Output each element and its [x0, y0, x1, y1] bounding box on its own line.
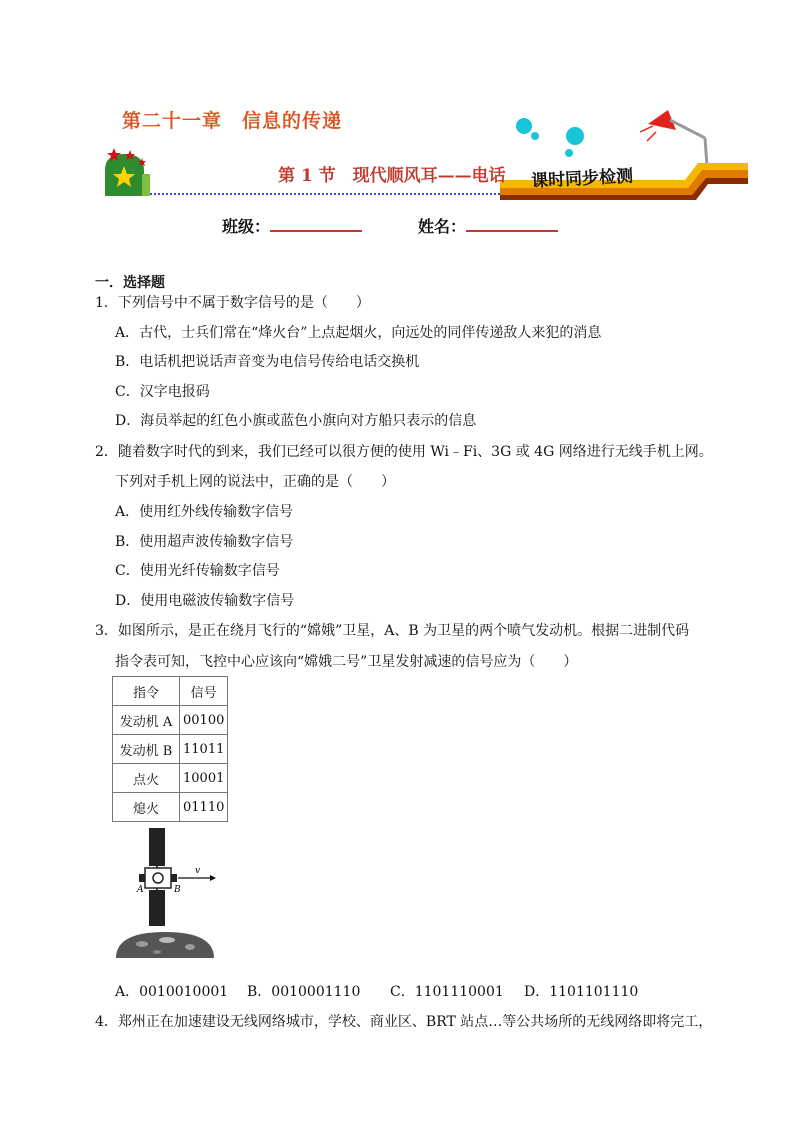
- moon-surface-icon: [116, 932, 214, 958]
- question-2-stem: 2．随着数字时代的到来，我们已经可以很方便的使用 Wi﹣Fi、3G 或 4G 网络进行无线手机上网。: [95, 444, 713, 460]
- table-header-cell: 信号: [180, 677, 228, 706]
- q1-option-a: A．古代，士兵们常在“烽火台”上点起烟火，向远处的同伴传递敌人来犯的消息: [115, 325, 602, 341]
- table-cell: 发动机 A: [113, 706, 180, 735]
- velocity-label: v: [195, 866, 201, 876]
- table-row: [113, 793, 228, 822]
- satellite-icon: [139, 828, 177, 926]
- satellite-figure: [112, 826, 222, 958]
- table-cell: 11011: [180, 735, 228, 764]
- q2-option-b: B．使用超声波传输数字信号: [115, 534, 294, 550]
- q1-option-b: B．电话机把说话声音变为电信号传给电话交换机: [115, 354, 420, 370]
- q1-option-d: D．海员举起的红色小旗或蓝色小旗向对方船只表示的信息: [115, 413, 477, 429]
- q3-option-b: B．0010001110: [247, 984, 361, 1000]
- name-field: [418, 214, 558, 237]
- table-row: [113, 706, 228, 735]
- table-cell: 发动机 B: [113, 735, 180, 764]
- table-row: [113, 735, 228, 764]
- bubble-icon: [516, 118, 532, 134]
- table-cell: 点火: [113, 764, 180, 793]
- question-4-stem: 4．郑州正在加速建设无线网络城市，学校、商业区、BRT 站点…等公共场所的无线网络即将完工，: [95, 1014, 713, 1030]
- q3-option-c: C．1101110001: [390, 984, 504, 1000]
- section-heading: 一．选择题: [95, 275, 165, 291]
- class-blank[interactable]: [270, 216, 362, 232]
- desk-lamp-icon: [640, 110, 707, 166]
- table-row: [113, 764, 228, 793]
- table-header-cell: 指令: [113, 677, 180, 706]
- question-2-stem-line2: 下列对手机上网的说法中，正确的是（ ）: [115, 474, 395, 490]
- question-1-stem: 1．下列信号中不属于数字信号的是（ ）: [95, 295, 370, 311]
- header-banner-graphic: [100, 108, 755, 200]
- section-title: 第 1 节 现代顺风耳——电话: [278, 166, 506, 186]
- q2-option-c: C．使用光纤传输数字信号: [115, 563, 280, 579]
- q1-option-c: C．汉字电报码: [115, 384, 210, 400]
- q3-option-a: A．0010010001: [115, 984, 229, 1000]
- banner-text: 课时同步检测: [530, 166, 634, 192]
- engine-a-label: A: [137, 885, 144, 895]
- command-code-table: [112, 676, 228, 822]
- table-header-row: [113, 677, 228, 706]
- chapter-title: 第二十一章 信息的传递: [122, 110, 343, 132]
- table-cell: 熄火: [113, 793, 180, 822]
- star-badge-icon: [105, 148, 150, 196]
- class-field: [222, 214, 362, 237]
- q2-option-a: A．使用红外线传输数字信号: [115, 504, 294, 520]
- table-cell: 00100: [180, 706, 228, 735]
- name-label: 姓名：: [418, 217, 467, 236]
- engine-b-label: B: [174, 885, 181, 895]
- class-label: 班级：: [222, 217, 271, 236]
- q2-option-d: D．使用电磁波传输数字信号: [115, 593, 295, 609]
- table-cell: 01110: [180, 793, 228, 822]
- question-3-stem-line2: 指令表可知，飞控中心应该向“嫦娥二号”卫星发射减速的信号应为（ ）: [115, 654, 578, 670]
- q3-option-d: D．1101101110: [524, 984, 639, 1000]
- table-cell: 10001: [180, 764, 228, 793]
- question-3-stem: 3．如图所示，是正在绕月飞行的“嫦娥”卫星，A、B 为卫星的两个喷气发动机。根据二进制代码: [95, 623, 690, 639]
- name-blank[interactable]: [466, 216, 558, 232]
